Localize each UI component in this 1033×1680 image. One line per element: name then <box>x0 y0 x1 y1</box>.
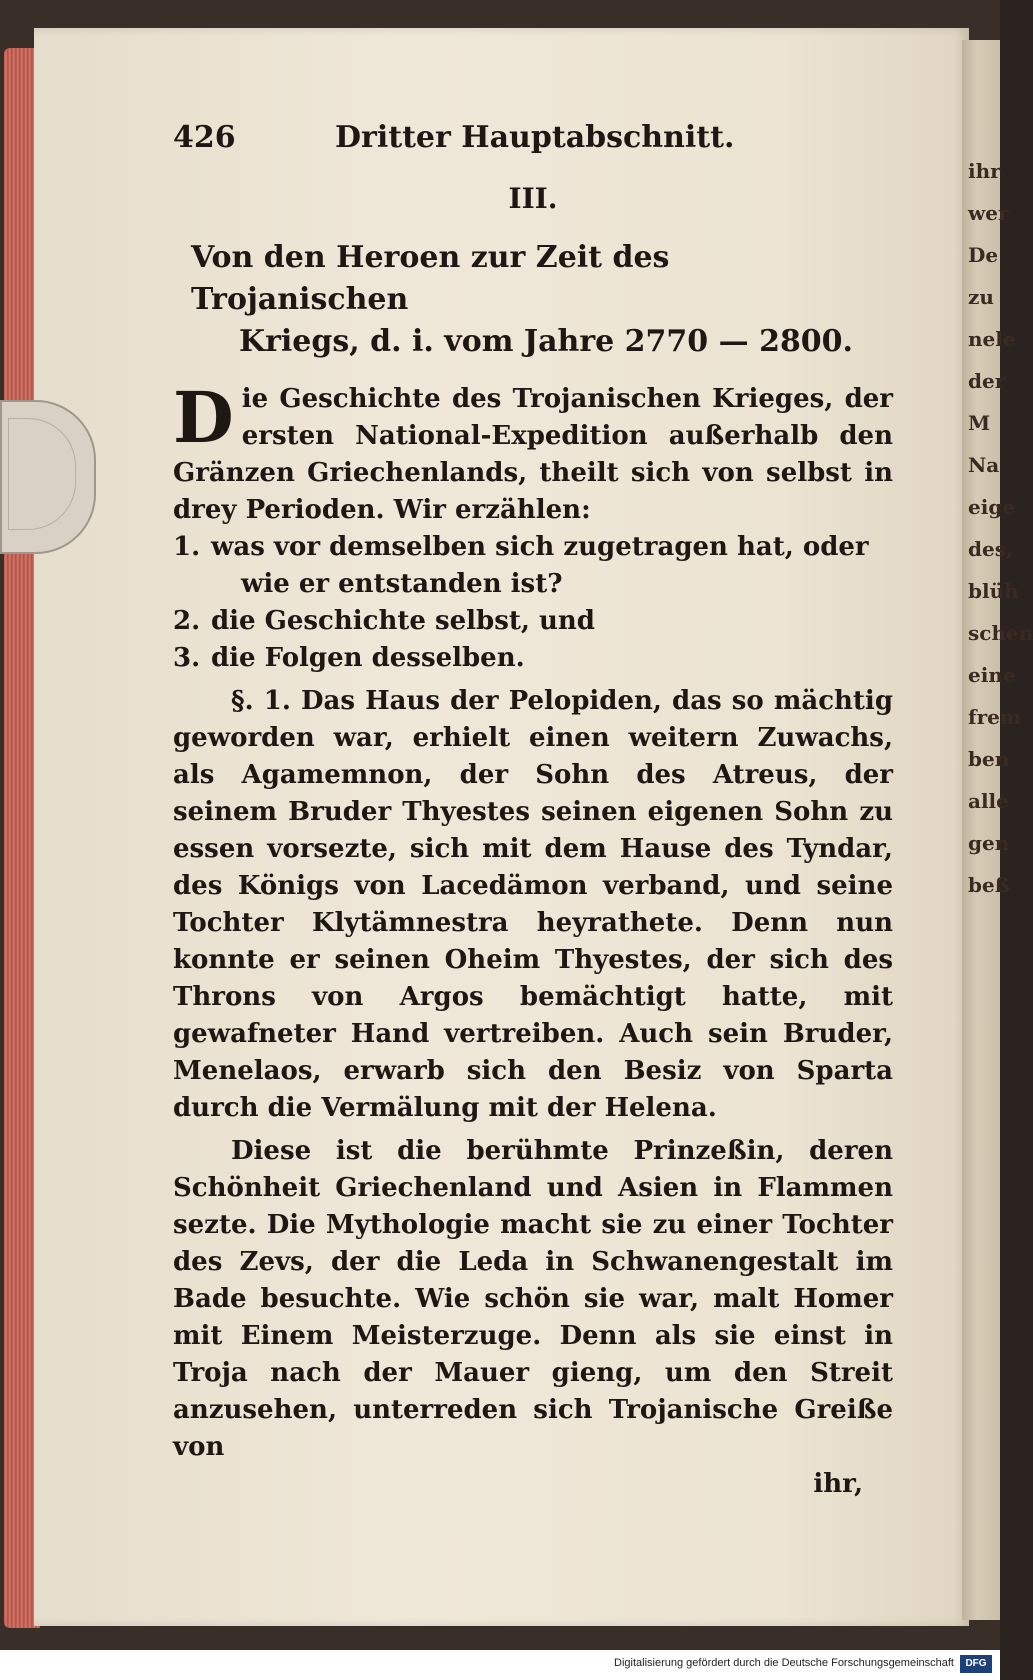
bookmark-clip <box>0 400 96 554</box>
dfg-logo-icon: DFG <box>960 1655 992 1673</box>
facing-line: M <box>968 411 991 435</box>
drop-cap: D <box>173 376 234 459</box>
funding-credit: Digitalisierung gefördert durch die Deutsche Forschungsgemeinschaft <box>614 1657 954 1669</box>
list-number: 3. <box>173 643 201 673</box>
intro-paragraph <box>173 376 893 529</box>
running-head: Dritter Hauptabschnitt. <box>335 120 735 155</box>
list-item <box>173 529 893 603</box>
facing-line: alle <box>968 789 1009 813</box>
period-list <box>173 529 893 677</box>
facing-line: der <box>968 369 1006 393</box>
list-item <box>173 603 893 640</box>
facing-line: gen <box>968 831 1010 855</box>
facing-line: des, <box>968 537 1013 561</box>
facing-line: De <box>968 243 999 267</box>
catchword: ihr, <box>813 1469 863 1499</box>
facing-line: schen <box>968 621 1033 645</box>
list-text: die Folgen desselben. <box>211 643 525 673</box>
facing-line: eige <box>968 495 1016 519</box>
section-title-line2: Kriegs, d. i. vom Jahre 2770 — 2800. <box>239 324 854 359</box>
section-title-line1: Von den Heroen zur Zeit des Trojanischen <box>191 240 670 317</box>
facing-line: zu <box>968 285 994 309</box>
list-number: 1. <box>173 532 201 562</box>
list-continuation: wie er entstanden ist? <box>241 569 563 599</box>
bookmark-clip-inner <box>8 418 76 530</box>
page-number: 426 <box>173 120 236 155</box>
section-number: III. <box>508 182 558 215</box>
intro-text: ie Geschichte des Trojanischen Krieges, der ersten National-Expedition außerhalb den Gränzen Griechenlands, theilt sich von selbst in drey Perioden. Wir erzählen: <box>173 384 893 525</box>
footer-bar <box>0 1650 1000 1680</box>
facing-line: blüh <box>968 579 1019 603</box>
facing-line: wer <box>968 201 1009 225</box>
facing-page-text <box>968 150 1033 906</box>
facing-line: eine <box>968 663 1016 687</box>
page-header <box>173 110 893 166</box>
facing-line: ihr <box>968 159 1001 183</box>
list-text: was vor demselben sich zugetragen hat, oder <box>211 532 869 562</box>
facing-line: nele <box>968 327 1016 351</box>
facing-line: ben <box>968 747 1010 771</box>
list-item <box>173 640 893 677</box>
list-number: 2. <box>173 606 201 636</box>
section-title <box>173 237 893 363</box>
list-text: die Geschichte selbst, und <box>211 606 595 636</box>
page-content <box>173 110 893 1503</box>
facing-line: Na <box>968 453 1000 477</box>
facing-line: beß <box>968 873 1010 897</box>
paragraph-2: Diese ist die berühmte Prinzeßin, deren Schönheit Griechenland und Asien in Flammen sezte. Die Mythologie macht sie zu einer Tochter des Zevs, der die Leda in Schwanengestalt im Bade besuchte. Wie schön sie war, malt Homer mit Einem Meisterzuge. Denn als sie einst in Troja nach der Mauer gieng, um den Streit anzusehen, unterreden sich Trojanische Greiße von <box>173 1136 893 1462</box>
facing-line: frem <box>968 705 1022 729</box>
paragraph-1: §. 1. Das Haus der Pelopiden, das so mächtig geworden war, erhielt einen weitern Zuwachs, als Agamemnon, der Sohn des Atreus, der seinem Bruder Thyestes seinen eigenen Sohn zu essen vorsezte, sich mit dem Hause des Tyndar, des Königs von Lacedämon verband, und seine Tochter Klytämnestra heyrathete. Denn nun konnte er seinen Oheim Thyestes, der sich des Throns von Argos bemächtigt hatte, mit gewafneter Hand vertreiben. Auch sein Bruder, Menelaos, erwarb sich den Besiz von Sparta durch die Vermälung mit der Helena. <box>173 686 893 1123</box>
